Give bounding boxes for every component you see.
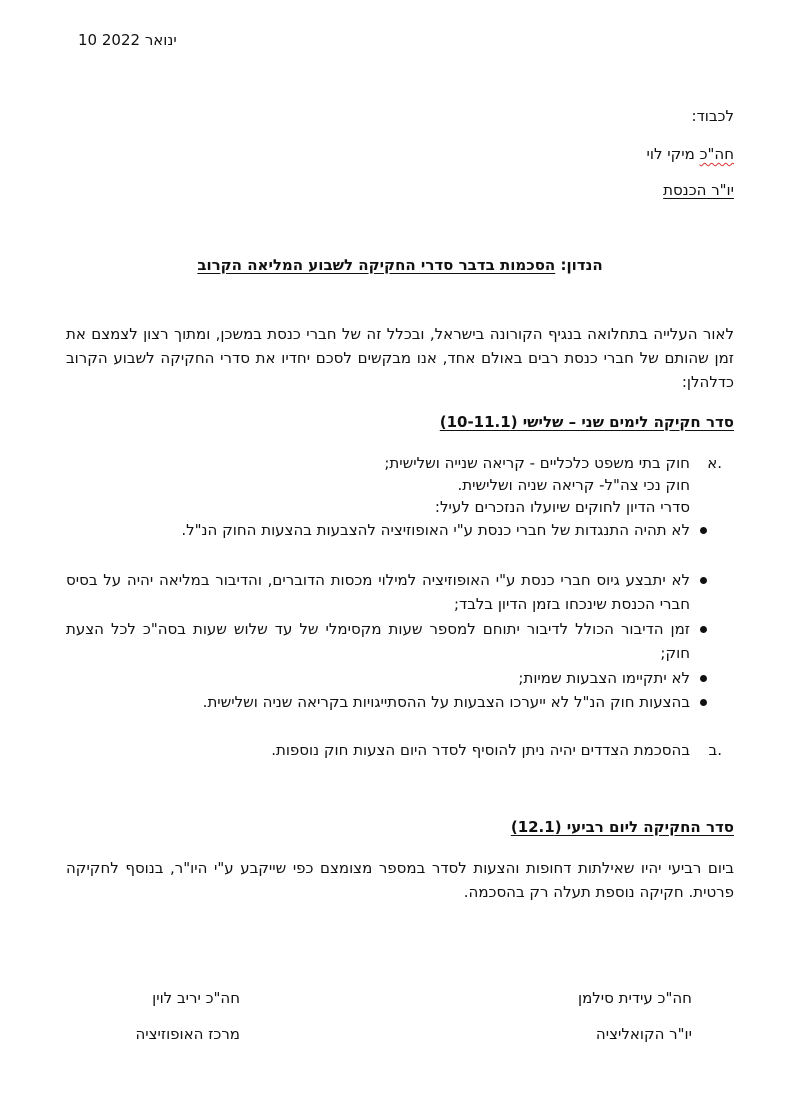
bullet-dot bbox=[700, 527, 707, 534]
subject-text: הסכמות בדבר סדרי החקיקה לשבוע המליאה הקרוב bbox=[197, 256, 556, 274]
signature-coalition-name: חה"כ עידית סילמן bbox=[577, 989, 692, 1007]
bullet-dot bbox=[700, 626, 707, 633]
bullet-item-5: בהצעות חוק הנ"ל לא ייערכו הצבעות על ההסתייגויות בקריאה שניה ושלישית. bbox=[202, 693, 690, 711]
addressee-name: מיקי לוי bbox=[646, 145, 700, 163]
subject-line bbox=[0, 256, 800, 274]
item-b-text: בהסכמת הצדדים יהיה ניתן להוסיף לסדר היום הצעות חוק נוספות. bbox=[271, 741, 690, 759]
bullet-dot bbox=[700, 699, 707, 706]
addressee-salutation: לכבוד: bbox=[691, 107, 734, 125]
item-b-marker: ב. bbox=[708, 741, 722, 759]
addressee-role: יו"ר הכנסת bbox=[663, 181, 734, 199]
bullet-item-2: לא יתבצע גיוס חברי כנסת ע"י האופוזיציה למילוי מכסות הדוברים, והדיבור במליאה יהיה על בסיס חברי הכנסת שינכחו בזמן הדיון בלבד; bbox=[66, 571, 690, 613]
signature-opposition-title: מרכז האופוזיציה bbox=[135, 1025, 240, 1043]
section2-paragraph: ביום רביעי יהיו שאילתות דחופות והצעות לסדר במספר מצומצם כפי שייקבע ע"י היו"ר, בנוסף לחקיקה פרטית. חקיקה נוספת תעלה רק בהסכמה. bbox=[66, 859, 734, 901]
section2-heading: סדר החקיקה ליום רביעי (12.1) bbox=[510, 818, 734, 836]
intro-paragraph: לאור העלייה בתחלואה בנגיף הקורונה בישראל, ובכלל זה של חברי כנסת במשכן, ומתוך רצון לצמצם את זמן שהותם של חברי כנסת רבים באולם אחד, אנו מבקשים לסכם יחדיו את סדרי החקיקה לשבוע הקרוב כדלהלן: bbox=[66, 325, 734, 391]
signature-coalition-title: יו"ר הקואליציה bbox=[595, 1025, 692, 1043]
subject-label: הנדון: bbox=[560, 256, 603, 274]
item-a-line-1: חוק בתי משפט כלכליים - קריאה שנייה ושלישית; bbox=[384, 454, 690, 472]
item-a-line-2: חוק נכי צה"ל- קריאה שניה ושלישית. bbox=[457, 476, 690, 494]
addressee-title-prefix: חה"כ bbox=[699, 145, 734, 163]
bullet-item-3: זמן הדיבור הכולל לדיבור יתוחם למספר שעות מקסימלי של עד שלוש שעות בסה"כ לכל הצעת חוק; bbox=[66, 620, 690, 662]
bullet-item-1: לא תהיה התנגדות של חברי כנסת ע"י האופוזיציה להצבעות בהצעות החוק הנ"ל. bbox=[181, 521, 690, 539]
addressee-name-line bbox=[647, 145, 734, 163]
item-a-marker: א. bbox=[707, 454, 722, 472]
bullet-dot bbox=[700, 577, 707, 584]
section1-heading: סדר חקיקה לימים שני – שלישי (10-11.1) bbox=[439, 413, 734, 431]
signature-opposition-name: חה"כ יריב לוין bbox=[152, 989, 240, 1007]
letter-date: 10 ינואר 2022 bbox=[78, 31, 177, 49]
bullet-item-4: לא יתקיימו הצבעות שמיות; bbox=[518, 669, 690, 687]
item-a-line-3: סדרי הדיון לחוקים שיועלו הנזכרים לעיל: bbox=[434, 498, 690, 516]
bullet-dot bbox=[700, 675, 707, 682]
